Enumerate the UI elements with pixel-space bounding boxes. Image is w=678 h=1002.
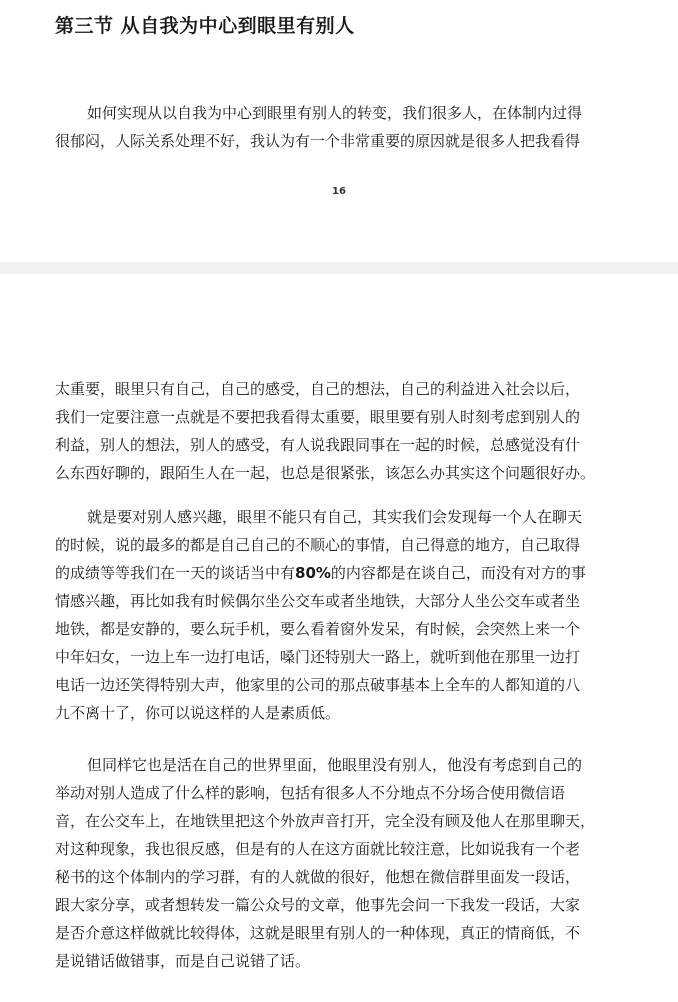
text-line: 但同样它也是活在自己的世界里面，他眼里没有别人，他没有考虑到自己的 <box>87 756 583 774</box>
text-line: 秘书的这个体制内的学习群，有的人就做的很好，他想在微信群里面发一段话， <box>55 868 581 886</box>
paragraph-top <box>55 99 627 155</box>
text-line: 是否介意这样做就比较得体，这就是眼里有别人的一种体现，真正的情商低，不 <box>55 924 581 942</box>
page-top <box>0 0 678 262</box>
text-line: 就是要对别人感兴趣，眼里不能只有自己，其实我们会发现每一个人在聊天 <box>87 508 583 526</box>
text-segment: 的内容都是在谈自己，而没有对方的事 <box>330 564 586 582</box>
text-line: 举动对别人造成了什么样的影响，包括有很多人不分地点不分场合使用微信语 <box>55 784 566 802</box>
text-line: 如何实现从以自我为中心到眼里有别人的转变，我们很多人，在体制内过得 <box>87 104 583 122</box>
text-line: 太重要，眼里只有自己，自己的感受，自己的想法，自己的利益进入社会以后， <box>55 380 581 398</box>
page-separator <box>0 262 678 274</box>
text-line: 的时候，说的最多的都是自己自己的不顺心的事情，自己得意的地方，自己取得 <box>55 536 581 554</box>
text-line: 地铁，都是安静的，要么玩手机，要么看着窗外发呆，有时候，会突然上来一个 <box>55 620 581 638</box>
section-title: 第三节 从自我为中心到眼里有别人 <box>55 15 355 37</box>
paragraph-3 <box>55 751 627 975</box>
paragraph-2 <box>55 503 627 727</box>
text-line: 利益，别人的想法，别人的感受，有人说我跟同事在一起的时候，总感觉没有什 <box>55 436 581 454</box>
text-line: 九不离十了，你可以说这样的人是素质低。 <box>55 704 341 722</box>
text-line: 我们一定要注意一点就是不要把我看得太重要，眼里要有别人时刻考虑到别人的 <box>55 408 581 426</box>
text-segment: 的成绩等等我们在一天的谈话当中有 <box>55 564 296 582</box>
page-number: 16 <box>332 186 346 197</box>
text-line <box>55 559 627 587</box>
text-line: 跟大家分享，或者想转发一篇公众号的文章，他事先会问一下我发一段话，大家 <box>55 896 581 914</box>
text-line: 么东西好聊的，跟陌生人在一起，也总是很紧张，该怎么办其实这个问题很好办。 <box>55 464 596 482</box>
text-line: 电话一边还笑得特别大声，他家里的公司的那点破事基本上全车的人都知道的八 <box>55 676 581 694</box>
text-line: 对这种现象，我也很反感，但是有的人在这方面就比较注意，比如说我有一个老 <box>55 840 581 858</box>
text-line: 是说错话做错事，而是自己说错了话。 <box>55 952 311 970</box>
text-line: 音，在公交车上，在地铁里把这个外放声音打开，完全没有顾及他人在那里聊天， <box>55 812 596 830</box>
text-line: 情感兴趣，再比如我有时候偶尔坐公交车或者坐地铁，大部分人坐公交车或者坐 <box>55 592 581 610</box>
percentage-value: 80% <box>295 564 331 582</box>
text-line: 很郁闷，人际关系处理不好，我认为有一个非常重要的原因就是很多人把我看得 <box>55 132 581 150</box>
text-line: 中年妇女，一边上车一边打电话，嗓门还特别大一路上，就听到他在那里一边打 <box>55 648 581 666</box>
paragraph-1 <box>55 375 627 487</box>
